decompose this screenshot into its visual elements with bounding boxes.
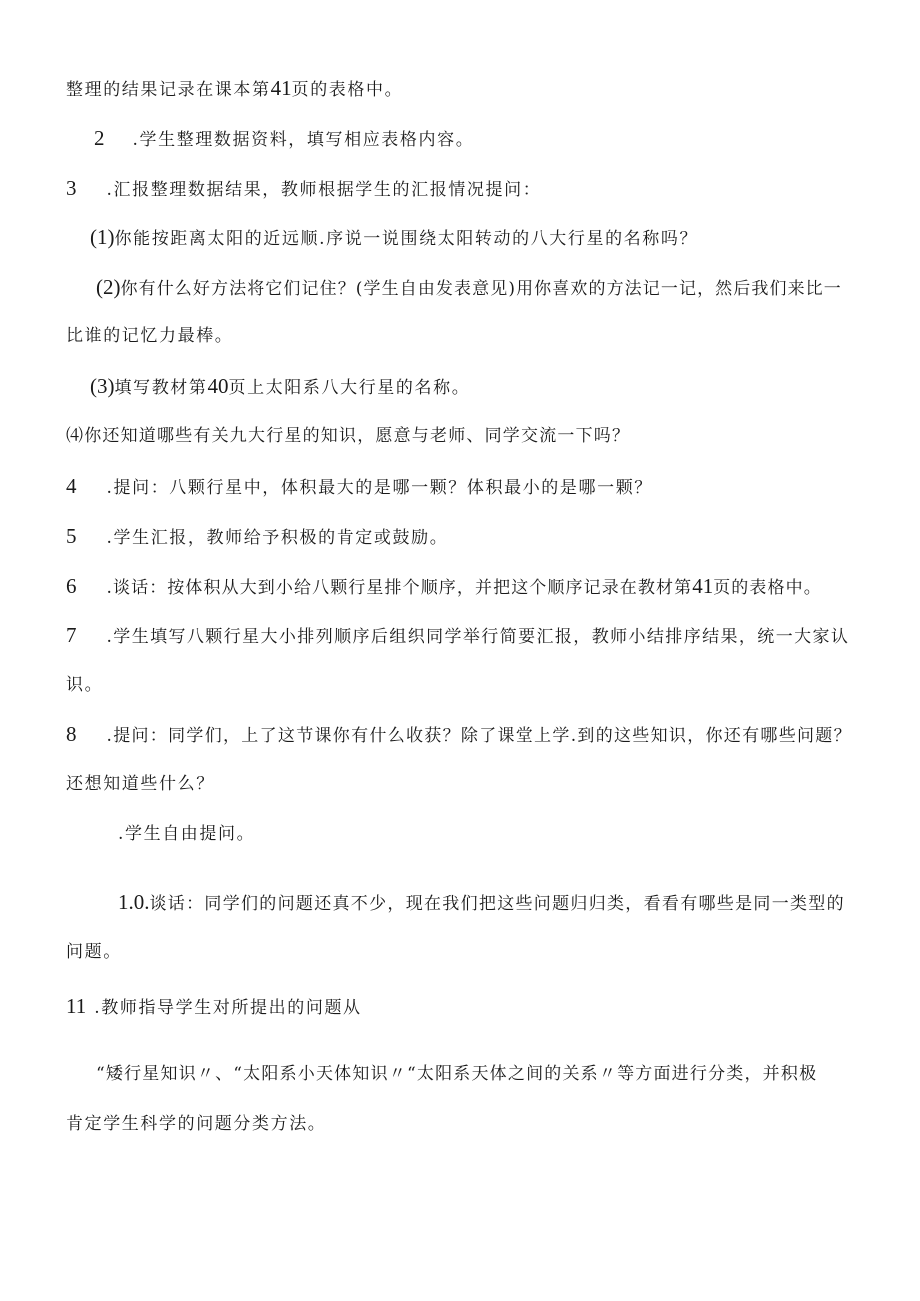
list-item-10-continued: [66, 940, 122, 964]
line-text: 页的表格中。: [291, 80, 404, 100]
line-text: 识。: [66, 675, 104, 695]
item-text: .学生自由提问。: [118, 824, 256, 844]
item-number: 3: [66, 176, 77, 200]
item-text: .教师指导学生对所提出的问题从: [94, 998, 362, 1018]
item-number: 5: [66, 524, 77, 548]
item-number: 2: [94, 126, 105, 150]
item-text: .提问：同学们，上了这节课你有什么收获？除了课堂上学.到的这些知识，你还有哪些问题？: [106, 726, 852, 746]
list-item-9: [118, 822, 255, 846]
item-number: 1.0.: [118, 890, 150, 914]
list-item-11-continued-2: [66, 1112, 326, 1136]
sub-item-2-continued: [66, 324, 233, 348]
sub-item-3: [90, 374, 470, 400]
item-number: 4: [66, 474, 77, 498]
item-text: .汇报整理数据结果，教师根据学生的汇报情况提问：: [106, 180, 542, 200]
list-item-6: [66, 574, 822, 600]
list-item-11-continued: [96, 1062, 817, 1086]
item-number: 8: [66, 722, 77, 746]
page-number: 41: [270, 76, 292, 100]
line-text: 比谁的记忆力最棒。: [66, 326, 234, 346]
item-text: 页的表格中。: [713, 578, 822, 598]
list-item-8-continued: [66, 772, 215, 796]
line-text: 问题。: [66, 942, 122, 962]
item-number: 6: [66, 574, 77, 598]
item-text: .谈话：按体积从大到小给八颗行星排个顺序，并把这个顺序记录在教材第: [106, 578, 693, 598]
item-text: .提问：八颗行星中，体积最大的是哪一颗？体积最小的是哪一颗？: [106, 478, 653, 498]
sub-item-text: 你能按距离太阳的近远顺.序说一说围绕太阳转动的八大行星的名称吗？: [114, 229, 699, 249]
item-text: .学生整理数据资料，填写相应表格内容。: [132, 130, 475, 150]
list-item-7-continued: [66, 673, 103, 697]
sub-item-2: [96, 275, 842, 301]
line-text: “矮行星知识〃、“太阳系小天体知识〃“太阳系天体之间的关系〃等方面进行分类，并积极: [96, 1064, 818, 1084]
paragraph-line-1: [66, 76, 403, 102]
list-item-2: [94, 126, 474, 152]
page-number: 40: [207, 374, 229, 398]
list-item-8: [66, 722, 852, 748]
list-item-11: [66, 994, 362, 1020]
line-text: 肯定学生科学的问题分类方法。: [66, 1114, 327, 1134]
sub-item-text: 你有什么好方法将它们记住？(学生自由发表意见)用你喜欢的方法记一记，然后我们来比一: [120, 279, 842, 299]
sub-item-text: 页上太阳系八大行星的名称。: [228, 378, 471, 398]
sub-item-text: 填写教材第: [114, 378, 208, 398]
page-number: 41: [692, 574, 714, 598]
sub-item-number: (1): [90, 225, 115, 249]
sub-item-text: ⑷你还知道哪些有关九大行星的知识，愿意与老师、同学交流一下吗？: [66, 426, 631, 446]
line-text: 整理的结果记录在课本第: [66, 80, 271, 100]
list-item-4: [66, 474, 653, 500]
item-text: .学生填写八颗行星大小排列顺序后组织同学举行简要汇报，教师小结排序结果，统一大家认: [106, 627, 850, 647]
line-text: 还想知道些什么？: [66, 774, 215, 794]
sub-item-1: [90, 225, 698, 251]
list-item-5: [66, 524, 448, 550]
item-number: 7: [66, 623, 77, 647]
sub-item-4: [66, 424, 630, 448]
list-item-10: [118, 890, 845, 916]
list-item-7: [66, 623, 849, 649]
sub-item-number: (2): [96, 275, 121, 299]
item-text: 谈话：同学们的问题还真不少，现在我们把这些问题归归类，看看有哪些是同一类型的: [149, 894, 845, 914]
list-item-3: [66, 176, 541, 202]
item-text: .学生汇报，教师给予积极的肯定或鼓励。: [106, 528, 449, 548]
item-number: 11: [66, 994, 87, 1018]
sub-item-number: (3): [90, 374, 115, 398]
